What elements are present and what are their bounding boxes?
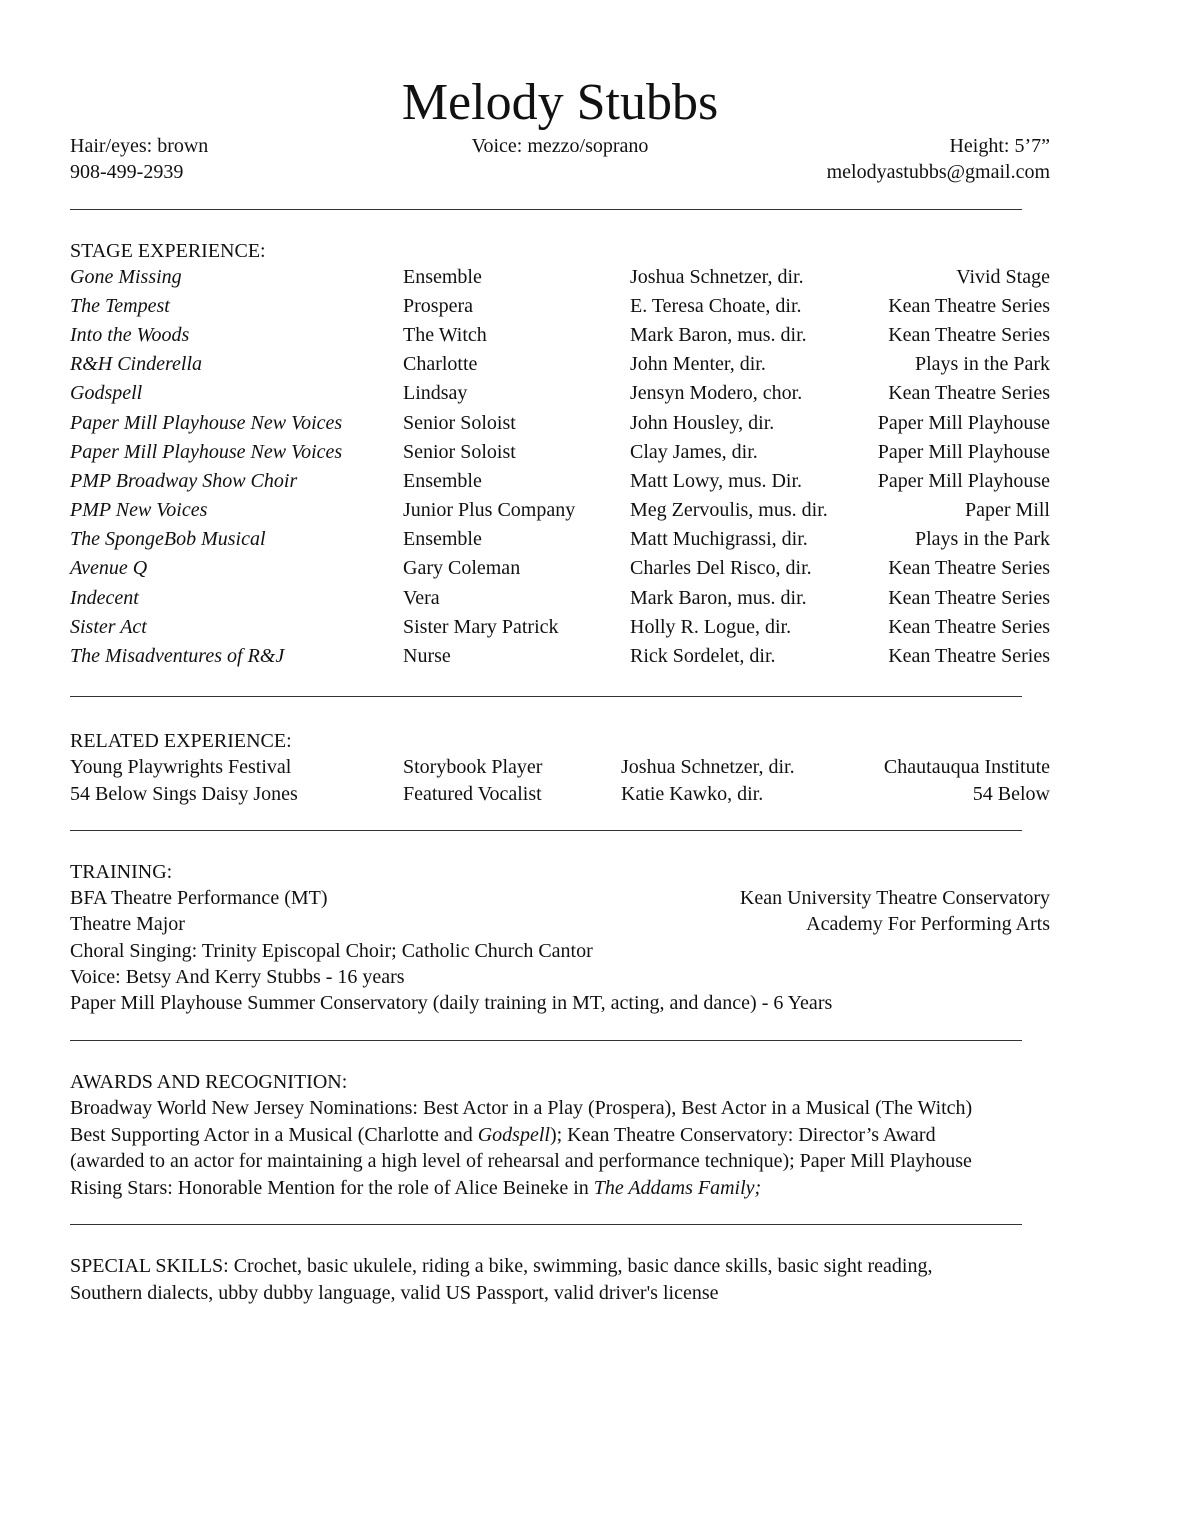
venue: Kean Theatre Series [888,587,1050,609]
hair-eyes: Hair/eyes: brown [70,135,209,157]
training-item: BFA Theatre Performance (MT) [70,887,328,909]
divider [70,1224,1022,1225]
divider [70,696,1022,697]
stage-row [70,584,1050,613]
show-title: Paper Mill Playhouse New Voices [70,441,343,463]
related-row [70,754,1050,781]
director: Rick Sordelet, dir. [630,645,776,667]
training-row [70,911,1050,937]
stage-section-title: STAGE EXPERIENCE: [70,240,266,262]
training-row [70,964,1050,990]
special-skills [70,1253,1055,1306]
show-title: Avenue Q [70,557,148,579]
awards-line: (awarded to an actor for maintaining a high level of rehearsal and performance technique); Paper Mill Playhouse [70,1150,972,1172]
role: Ensemble [403,470,482,492]
role: Lindsay [403,382,468,404]
venue: Paper Mill [965,499,1050,521]
show-title: The Tempest [70,295,170,317]
stage-row [70,350,1050,379]
divider [70,209,1022,210]
director: Meg Zervoulis, mus. dir. [630,499,828,521]
stage-row [70,321,1050,350]
stage-row [70,613,1050,642]
role: Featured Vocalist [403,783,542,805]
venue: Plays in the Park [915,353,1050,375]
role: Nurse [403,645,451,667]
training-row [70,938,1050,964]
height: Height: 5’7” [949,135,1050,157]
role: Junior Plus Company [403,499,576,521]
related-section-title: RELATED EXPERIENCE: [70,730,292,752]
event: 54 Below Sings Daisy Jones [70,783,298,805]
show-title: PMP New Voices [70,499,208,521]
skills-line: Southern dialects, ubby dubby language, valid US Passport, valid driver's license [70,1281,719,1304]
training-row [70,885,1050,911]
role: Storybook Player [403,756,543,778]
role: Charlotte [403,353,478,375]
awards-line: Broadway World New Jersey Nominations: Best Actor in a Play (Prospera), Best Actor in a Musical (The Witch) [70,1097,973,1119]
venue: Paper Mill Playhouse [877,441,1050,463]
role: Sister Mary Patrick [403,616,559,638]
show-title: Godspell [70,382,143,404]
training-row [70,990,1050,1016]
director: Matt Muchigrassi, dir. [630,528,808,550]
awards-line: Rising Stars: Honorable Mention for the role of Alice Beineke in The Addams Family; [70,1176,762,1199]
director: Charles Del Risco, dir. [630,557,812,579]
awards-line: Best Supporting Actor in a Musical (Charlotte and Godspell); Kean Theatre Conservatory: Director’s Award [70,1123,936,1146]
venue: Kean Theatre Series [888,557,1050,579]
divider [70,1040,1022,1041]
awards-section-title: AWARDS AND RECOGNITION: [70,1071,348,1093]
show-title: PMP Broadway Show Choir [70,470,298,492]
role: Vera [403,587,440,609]
venue: Kean Theatre Series [888,382,1050,404]
venue: Kean Theatre Series [888,645,1050,667]
show-title: The SpongeBob Musical [70,528,266,550]
role: Ensemble [403,528,482,550]
resume-name: Melody Stubbs [401,74,719,131]
stage-row [70,467,1050,496]
show-title: Indecent [70,587,139,609]
venue: Kean Theatre Series [888,616,1050,638]
awards-paragraph [70,1095,1055,1201]
training-section-title: TRAINING: [70,861,173,883]
show-title: The Misadventures of R&J [70,645,285,667]
stage-row [70,525,1050,554]
director: Matt Lowy, mus. Dir. [630,470,803,492]
stage-row [70,496,1050,525]
email-address: melodyastubbs@gmail.com [826,161,1050,183]
director: Katie Kawko, dir. [621,783,764,805]
event: Young Playwrights Festival [70,756,292,778]
director: Mark Baron, mus. dir. [630,587,807,609]
divider [70,830,1022,831]
stage-row [70,438,1050,467]
venue: Paper Mill Playhouse [877,412,1050,434]
related-row [70,781,1050,808]
show-title: Paper Mill Playhouse New Voices [70,412,343,434]
stage-row [70,642,1050,671]
role: Prospera [403,295,473,317]
director: Clay James, dir. [630,441,758,463]
director: Jensyn Modero, chor. [630,382,803,404]
training-item: Theatre Major [70,913,185,935]
venue: Paper Mill Playhouse [877,470,1050,492]
role: Senior Soloist [403,412,516,434]
show-title: Into the Woods [70,324,190,346]
director: Mark Baron, mus. dir. [630,324,807,346]
role: Ensemble [403,266,482,288]
venue: Kean Theatre Series [888,324,1050,346]
voice-type: Voice: mezzo/soprano [471,135,649,157]
stage-row [70,263,1050,292]
skills-line: SPECIAL SKILLS: Crochet, basic ukulele, riding a bike, swimming, basic dance skills, basic sight reading, [70,1255,933,1277]
show-title: R&H Cinderella [70,353,203,375]
director: E. Teresa Choate, dir. [630,295,802,317]
training-item: Voice: Betsy And Kerry Stubbs - 16 years [70,966,405,988]
show-title: Gone Missing [70,266,182,288]
training-institution: Academy For Performing Arts [806,913,1050,935]
venue: 54 Below [972,783,1050,805]
stage-row [70,379,1050,408]
show-title: Sister Act [70,616,147,638]
director: John Menter, dir. [630,353,766,375]
director: John Housley, dir. [630,412,775,434]
venue: Plays in the Park [915,528,1050,550]
training-institution: Kean University Theatre Conservatory [739,887,1050,909]
director: Joshua Schnetzer, dir. [630,266,804,288]
venue: Vivid Stage [956,266,1050,288]
venue: Chautauqua Institute [883,756,1050,778]
role: The Witch [403,324,487,346]
role: Gary Coleman [403,557,521,579]
director: Holly R. Logue, dir. [630,616,792,638]
role: Senior Soloist [403,441,516,463]
stage-row [70,409,1050,438]
director: Joshua Schnetzer, dir. [621,756,795,778]
venue: Kean Theatre Series [888,295,1050,317]
training-item: Choral Singing: Trinity Episcopal Choir; Catholic Church Cantor [70,940,593,962]
stage-row [70,554,1050,583]
stage-row [70,292,1050,321]
phone-number: 908-499-2939 [70,161,184,183]
training-item: Paper Mill Playhouse Summer Conservatory (daily training in MT, acting, and dance) - 6 Years [70,992,833,1014]
